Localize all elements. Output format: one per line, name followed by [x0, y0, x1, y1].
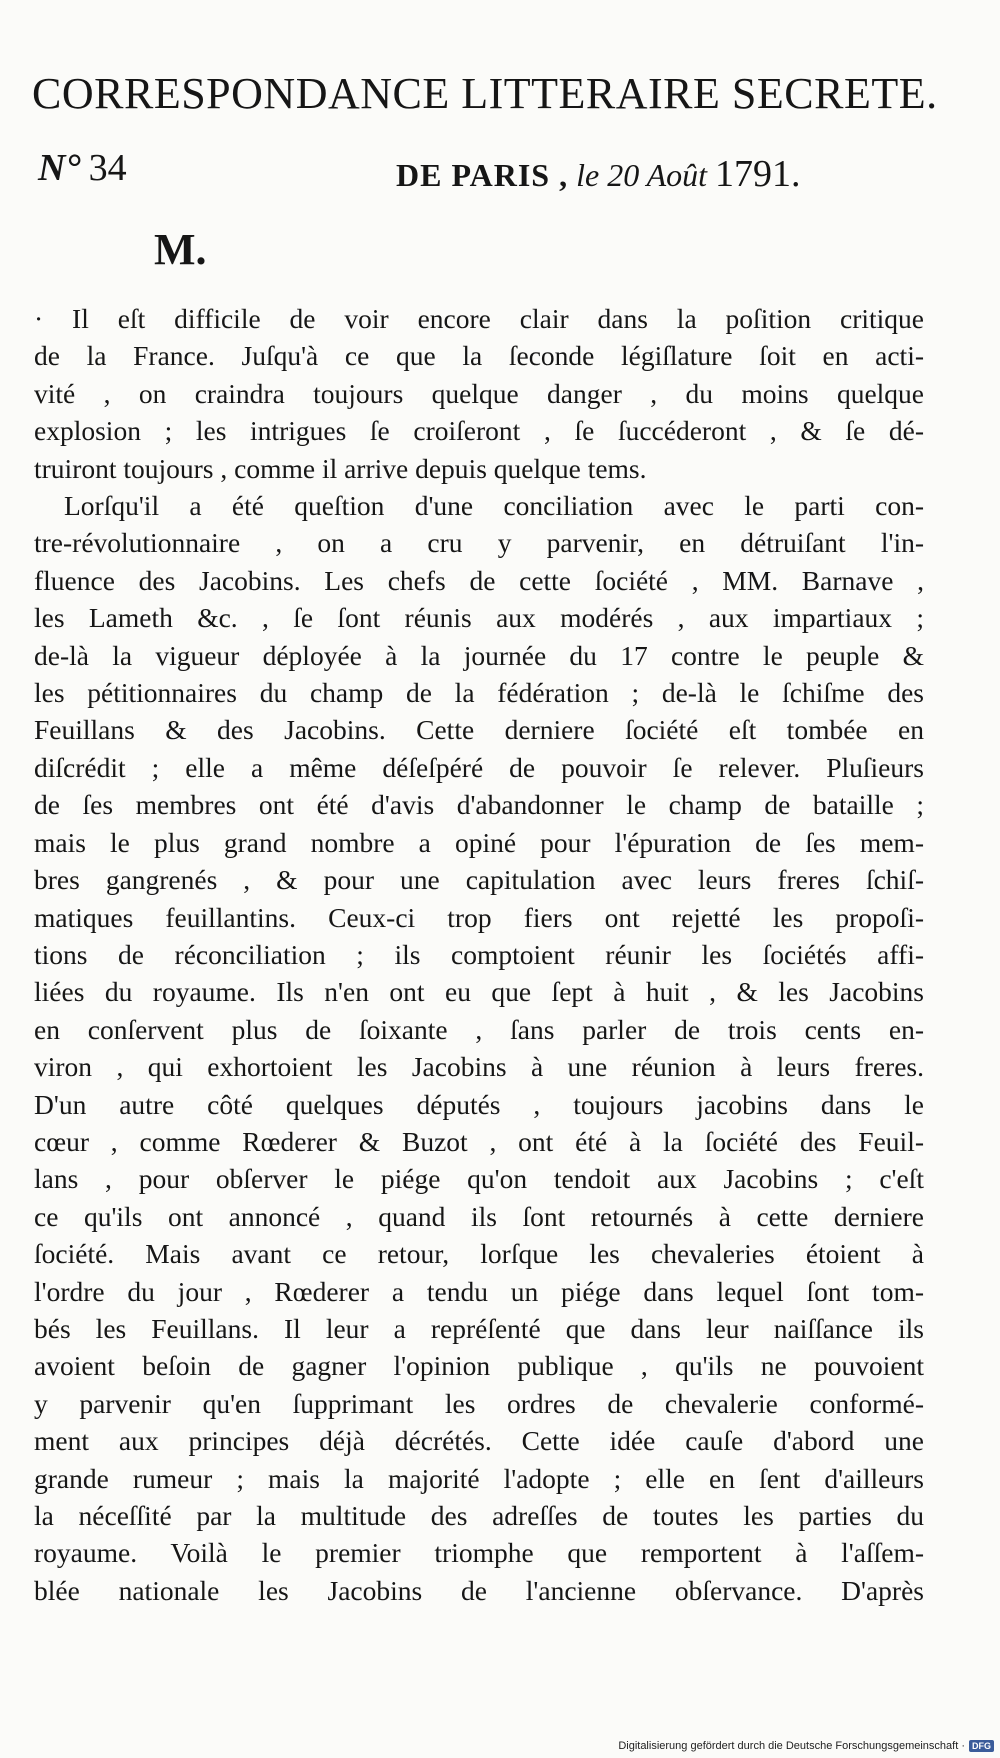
dateline-year: 1791. — [715, 153, 801, 195]
text-line: liées du royaume. Ils n'en ont eu que ſept à huit , & les Jacobins — [34, 976, 924, 1008]
text-line: y parvenir qu'en ſupprimant les ordres de chevalerie conformé- — [34, 1387, 924, 1419]
text-line: de la France. Juſqu'à ce que la ſeconde légiſlature ſoit en acti- — [34, 340, 924, 372]
text-line: la néceſſité par la multitude des adreſſes de toutes les parties du — [34, 1500, 924, 1531]
text-line: vité , on craindra toujours quelque danger , du moins quelque — [34, 377, 924, 409]
text-line: explosion ; les intrigues ſe croiſeront , ſe ſuccéderont , & ſe dé- — [34, 415, 924, 447]
text-line: blée nationale les Jacobins de l'ancienne obſervance. D'après — [34, 1574, 924, 1606]
text-line: Feuillans & des Jacobins. Cette derniere ſociété eſt tombée en — [34, 714, 924, 746]
dateline-le: le — [576, 157, 600, 193]
text-line: avoient beſoin de gagner l'opinion publique , qu'ils ne pouvoient — [34, 1350, 924, 1382]
dateline — [396, 152, 801, 196]
text-line: mais le plus grand nombre a opiné pour l'épuration de ſes mem- — [34, 826, 924, 858]
dateline-day-month: 20 Août — [607, 157, 708, 193]
issue-number-value: 34 — [88, 147, 127, 189]
text-line: tions de réconciliation ; ils comptoient réunir les ſociétés affi- — [34, 938, 924, 970]
salutation: M. — [154, 225, 207, 274]
text-line: D'un autre côté quelques députés , toujours jacobins dans le — [34, 1088, 924, 1120]
text-line: matiques feuillantins. Ceux-ci trop fiers ont rejetté les propoſi- — [34, 901, 924, 933]
text-line: en conſervent plus de ſoixante , ſans parler de trois cents en- — [34, 1013, 924, 1045]
text-line: truiront toujours , comme il arrive depuis quelque tems. — [34, 452, 647, 484]
text-line: fluence des Jacobins. Les chefs de cette ſociété , MM. Barnave , — [34, 564, 924, 596]
dateline-place: DE PARIS , — [396, 157, 569, 193]
text-line: · Il eſt difficile de voir encore clair dans la poſition critique — [34, 303, 924, 334]
text-line: tre-révolutionnaire , on a cru y parvenir, en détruiſant l'in- — [34, 527, 924, 559]
issue-label: N° — [38, 147, 81, 189]
issue-number — [38, 146, 127, 190]
dfg-logo: DFG — [969, 1740, 994, 1752]
text-line: les Lameth &c. , ſe ſont réunis aux modérés , aux impartiaux ; — [34, 602, 924, 634]
text-line: Lorſqu'il a été queſtion d'une conciliation avec le parti con- — [64, 490, 924, 522]
text-line: bres gangrenés , & pour une capitulation avec leurs freres ſchiſ- — [34, 864, 924, 896]
text-line: grande rumeur ; mais la majorité l'adopte ; elle en ſent d'ailleurs — [34, 1462, 924, 1494]
text-line: ſociété. Mais avant ce retour, lorſque les chevaleries étoient à — [34, 1238, 924, 1270]
text-line: cœur , comme Rœderer & Buzot , ont été à la ſociété des Feuil- — [34, 1125, 924, 1157]
text-line: viron , qui exhortoient les Jacobins à une réunion à leurs freres. — [34, 1051, 924, 1083]
article-body — [34, 300, 924, 1609]
text-line: ment aux principes déjà décrétés. Cette idée cauſe d'abord une — [34, 1425, 924, 1457]
text-line: les pétitionnaires du champ de la fédération ; de-là le ſchiſme des — [34, 677, 924, 709]
text-line: diſcrédit ; elle a même déſeſpéré de pouvoir ſe relever. Pluſieurs — [34, 751, 924, 783]
text-line: lans , pour obſerver le piége qu'on tendoit aux Jacobins ; c'eſt — [34, 1163, 924, 1195]
text-line: royaume. Voilà le premier triomphe que remportent à l'aſſem- — [34, 1537, 924, 1569]
text-line: de-là la vigueur déployée à la journée du 17 contre le peuple & — [34, 639, 924, 671]
text-line: de ſes membres ont été d'avis d'abandonner le champ de bataille ; — [34, 789, 924, 821]
digitization-credit — [618, 1740, 994, 1752]
credit-text: Digitalisierung gefördert durch die Deutsche Forschungsgemeinschaft · — [618, 1740, 965, 1752]
text-line: bés les Feuillans. Il leur a repréſenté que dans leur naiſſance ils — [34, 1312, 924, 1344]
page-title: CORRESPONDANCE LITTERAIRE SECRETE. — [32, 69, 938, 118]
text-line: ce qu'ils ont annoncé , quand ils ſont retournés à cette derniere — [34, 1200, 924, 1232]
text-line: l'ordre du jour , Rœderer a tendu un piége dans lequel ſont tom- — [34, 1275, 924, 1307]
